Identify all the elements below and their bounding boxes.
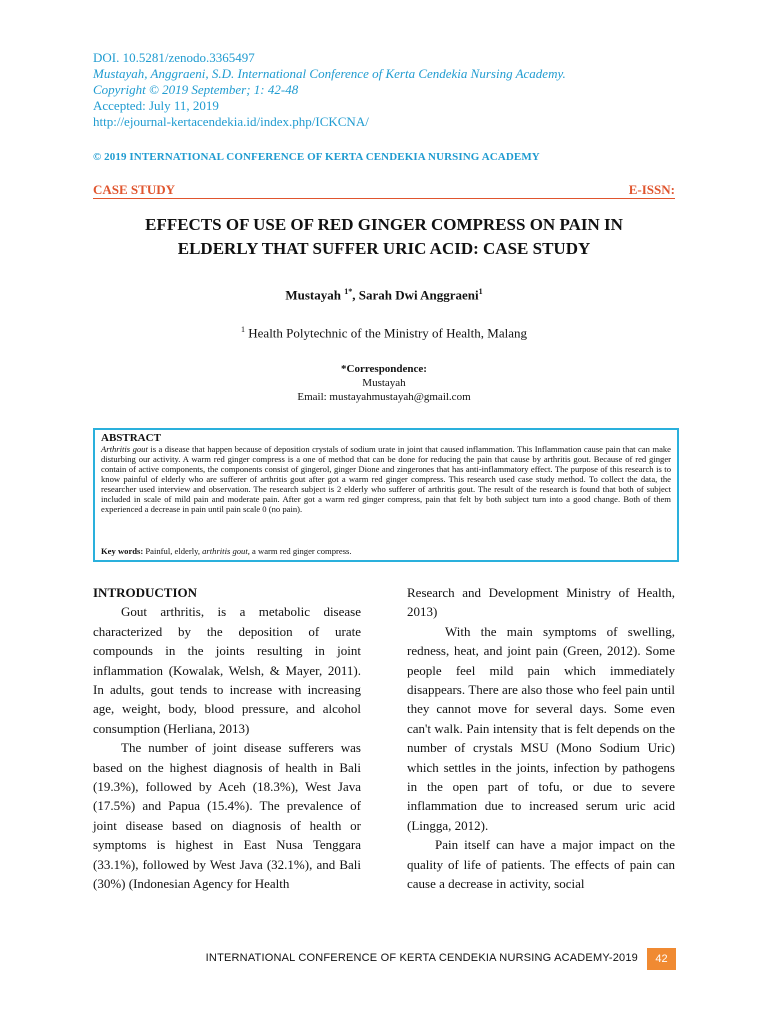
keywords-label: Key words: [101,546,144,556]
title-line-1: EFFECTS OF USE OF RED GINGER COMPRESS ON PAIN IN [145,215,623,234]
abstract-text [101,444,671,514]
page-number: 42 [647,948,676,970]
correspondence-email: Email: mustayahmustayah@gmail.com [297,391,471,403]
author-2-sup: 1 [478,287,483,296]
abstract-lead: Arthritis gout [101,444,148,454]
correspondence-heading: *Correspondence: [341,363,427,375]
accepted-date: Accepted: July 11, 2019 [93,98,219,113]
authors [93,287,675,303]
author-1-sup: 1* [344,287,353,296]
abstract-heading: ABSTRACT [101,432,161,444]
author-2: , Sarah Dwi Anggraeni [352,287,479,303]
affiliation-sup: 1 [241,325,246,334]
author-1: Mustayah [285,287,345,303]
right-column [407,583,675,894]
conference-line: © 2019 INTERNATIONAL CONFERENCE OF KERTA CENDEKIA NURSING ACADEMY [93,151,540,163]
citation-block [93,50,566,130]
intro-paragraph-1: Gout arthritis, is a metabolic disease characterized by the deposition of urate compounds in the joints resulting in joint inflammation (Kowalak, Welsh, & Mayer, 2011). In adults, gout tends to increase with increasing age, weight, body, blood pressure, and alcohol consumption (Herliana, 2013) [93,604,361,736]
doi: DOI. 10.5281/zenodo.3365497 [93,50,255,65]
intro-paragraph-2: The number of joint disease sufferers was based on the highest diagnosis of health in Bali (19.3%), followed by Aceh (18.3%), West Java (17.5%) and Papua (15.4%). The prevalence of joint disease based on diagnosis of health or symptoms is highest in East Nusa Tenggara (33.1%), followed by West Java (32.1%), and Bali (30%) (Indonesian Agency for Health [93,740,361,892]
abstract-body: is a disease that happen because of deposition crystals of sodium urate in joint that caused inflammation. This Inflammation cause pain that can make disturbing our activity. A warm red ginger compress is a one of method that can be done for reducing the pain that cause by arthritis gout. Because of red ginger contain of active components, the components consist of gingerol, ginger Dione and zingerones that has anti-inflammatory effect. The purpose of this research is to know painful of elderly who are sufferer of arthritis gout after got a warm red ginger compress. This research used case study method. To collect the data, the researcher used interview and observation. The research subject is 2 elderly who sufferer of arthritis gout. The result of the research is found that both of subject included in scale of mild pain and moderate pain. After got a warm red ginger compress, pain that felt by both subject turn into a good change. Both of them experienced a decrease in pain until pain scale 0 (no pain). [101,444,671,514]
citation: Mustayah, Anggraeni, S.D. International Conference of Kerta Cendekia Nursing Academy. [93,66,566,81]
title-line-2: ELDERLY THAT SUFFER URIC ACID: CASE STUDY [177,239,591,258]
copyright: Copyright © 2019 September; 1: 42-48 [93,82,299,97]
keywords [101,546,352,556]
introduction-heading: INTRODUCTION [93,585,198,600]
correspondence-name: Mustayah [362,377,406,389]
footer-text: INTERNATIONAL CONFERENCE OF KERTA CENDEKIA NURSING ACADEMY-2019 [205,952,638,964]
intro-paragraph-3: With the main symptoms of swelling, redness, heat, and joint pain (Green, 2012). Some people feel mild pain which immediately disappears. There are also those who feel pain until they cannot move for several days. Some even can't walk. Pain intensity that is felt depends on the number of crystals MSU (Mono Sodium Uric) which settles in the joints, infection by pathogens in the open part of tofu, or due to severe inflammation due to increased serum uric acid (Lingga, 2012). [407,623,675,833]
keywords-post: , a warm red ginger compress. [247,546,352,556]
correspondence [93,362,675,404]
intro-paragraph-2-cont: Research and Development Ministry of Health, 2013) [407,585,675,620]
left-column [93,583,361,894]
eissn-label: E-ISSN: [628,182,675,197]
section-rule [93,198,675,199]
page-footer [0,948,768,970]
keywords-pre: Painful, elderly, [143,546,203,556]
affiliation [93,325,675,341]
section-header [93,182,675,198]
abstract-box [93,428,679,562]
keywords-italic: arthritis gout [202,546,248,556]
section-label: CASE STUDY [93,182,175,197]
paper-title [93,213,675,261]
intro-paragraph-4: Pain itself can have a major impact on the quality of life of patients. The effects of pain can cause a decrease in activity, social [407,837,675,892]
affiliation-text: Health Polytechnic of the Ministry of Health, Malang [245,325,527,341]
journal-url[interactable]: http://ejournal-kertacendekia.id/index.php/ICKCNA/ [93,114,369,129]
